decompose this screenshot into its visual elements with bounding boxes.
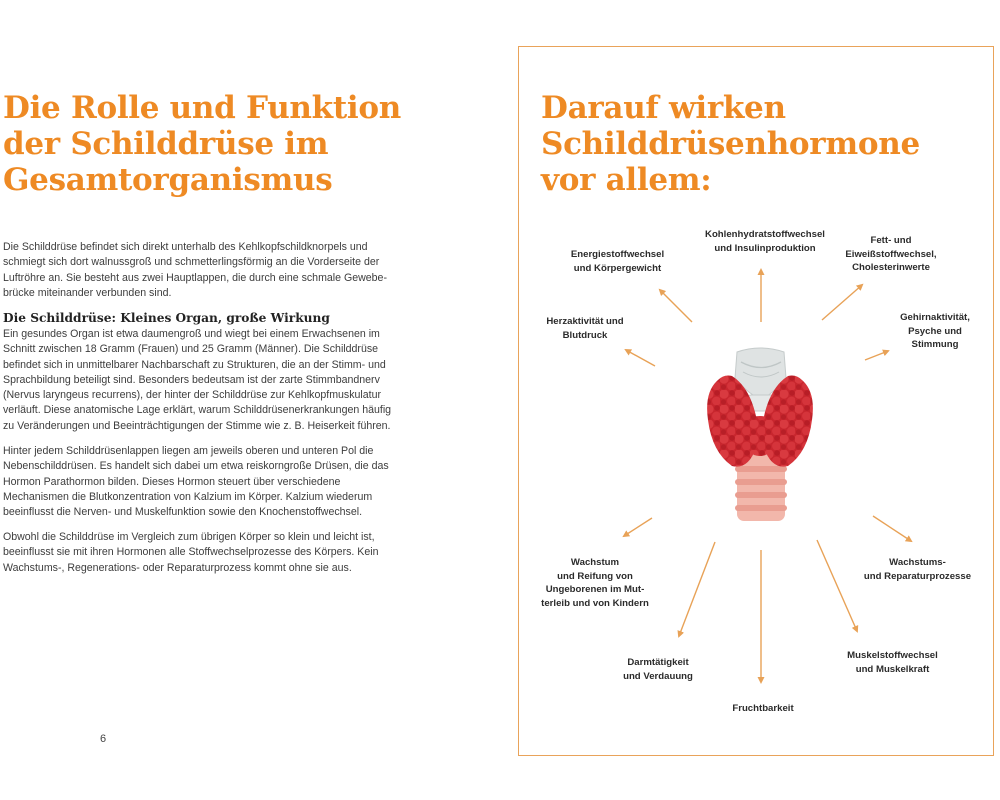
effect-label-fat: Fett- und Eiweißstoffwechsel, Cholesterinwerte xyxy=(845,235,937,274)
body-paragraph: Obwohl die Schilddrüse im Vergleich zum übrigen Körper so klein und leicht ist, beeinflusst sie mit ihren Hormonen alle Stoffwechselprozesse des Körpers. Kein Wachstums-, Regenerations- oder Reparaturprozess kommt ohne sie aus. xyxy=(3,531,379,574)
effect-label-heart: Herzaktivität und Blutdruck xyxy=(546,316,624,341)
section-heading: Die Schilddrüse: Kleines Organ, große Wirkung xyxy=(3,311,330,325)
intro-paragraph: Die Schilddrüse befindet sich direkt unterhalb des Kehlkopfschildknorpels und schmiegt sich dort walnussgroß und schmetterlingsförmig an die Vorderseite der Luftröhre an. Sie besteht aus zwei Hauptlappen, die durch eine schmale Gewebebrücke miteinander verbunden sind. xyxy=(3,241,387,299)
arrow-fat xyxy=(822,285,862,320)
effect-label-brain: Gehirnaktivität, Psyche und Stimmung xyxy=(900,312,970,351)
page-title: Die Rolle und Funktion der Schilddrüse im Gesamtorganismus xyxy=(3,90,401,198)
effect-label-growth: Wachstum und Reifung von Ungeborenen im Mut- terleib und von Kindern xyxy=(541,557,649,609)
effect-label-repair: Wachstums- und Reparaturprozesse xyxy=(863,557,972,582)
effect-label-muscle: Muskelstoffwechsel und Muskelkraft xyxy=(847,650,938,675)
page-number: 6 xyxy=(100,733,107,745)
arrow-growth xyxy=(624,518,652,536)
effect-label-fertility: Fruchtbarkeit xyxy=(732,703,794,714)
effect-label-glucose: Kohlenhydratstoffwechsel und Insulinproduktion xyxy=(705,229,825,254)
effect-label-digestion: Darmtätigkeit und Verdauung xyxy=(623,657,693,682)
arrow-digestion xyxy=(679,542,715,636)
effect-label-energy: Energiestoffwechsel und Körpergewicht xyxy=(570,249,665,274)
arrow-energy xyxy=(660,290,692,322)
body-paragraph: Hinter jedem Schilddrüsenlappen liegen am jeweils oberen und unteren Pol die Nebenschilddrüsen. Es handelt sich dabei um etwa reiskorngroße Drüsen, die das Hormon Parathormon bilden. Dieses Hormon steuert über verschiedene Mechanismen die Blutkonzentration von Kalzium im Körper. Kalzium wiederum beeinflusst die Nerven- und Muskelfunktion sowie den Knochenstoffwechsel. xyxy=(3,445,389,519)
body-paragraph: Ein gesundes Organ ist etwa daumengroß und wiegt bei einem Erwachsenen im Schnitt zwischen 18 Gramm (Frauen) und 25 Gramm (Männer). Die Schilddrüse befindet sich in unmittelbarer Nachbarschaft zu Strukturen, die an der Stimm- und Sprachbildung beteiligt sind. Besonders bedeutsam ist der zarte Stimmbandnerv (Nervus laryngeus recurrens), der hinter der Schilddrüse zur Kehlkopfmuskulatur verläuft. Diese anatomische Lage erklärt, warum Schilddrüsenerkrankungen häufig zu Veränderungen und Beeinträchtigungen der Stimme wie z. B. Heiserkeit führen. xyxy=(3,328,392,432)
arrow-muscle xyxy=(817,540,857,631)
arrow-brain xyxy=(865,351,888,360)
arrow-heart xyxy=(626,350,655,366)
box-heading: Darauf wirken Schilddrüsenhormone vor allem: xyxy=(541,90,920,198)
arrow-repair xyxy=(873,516,911,541)
